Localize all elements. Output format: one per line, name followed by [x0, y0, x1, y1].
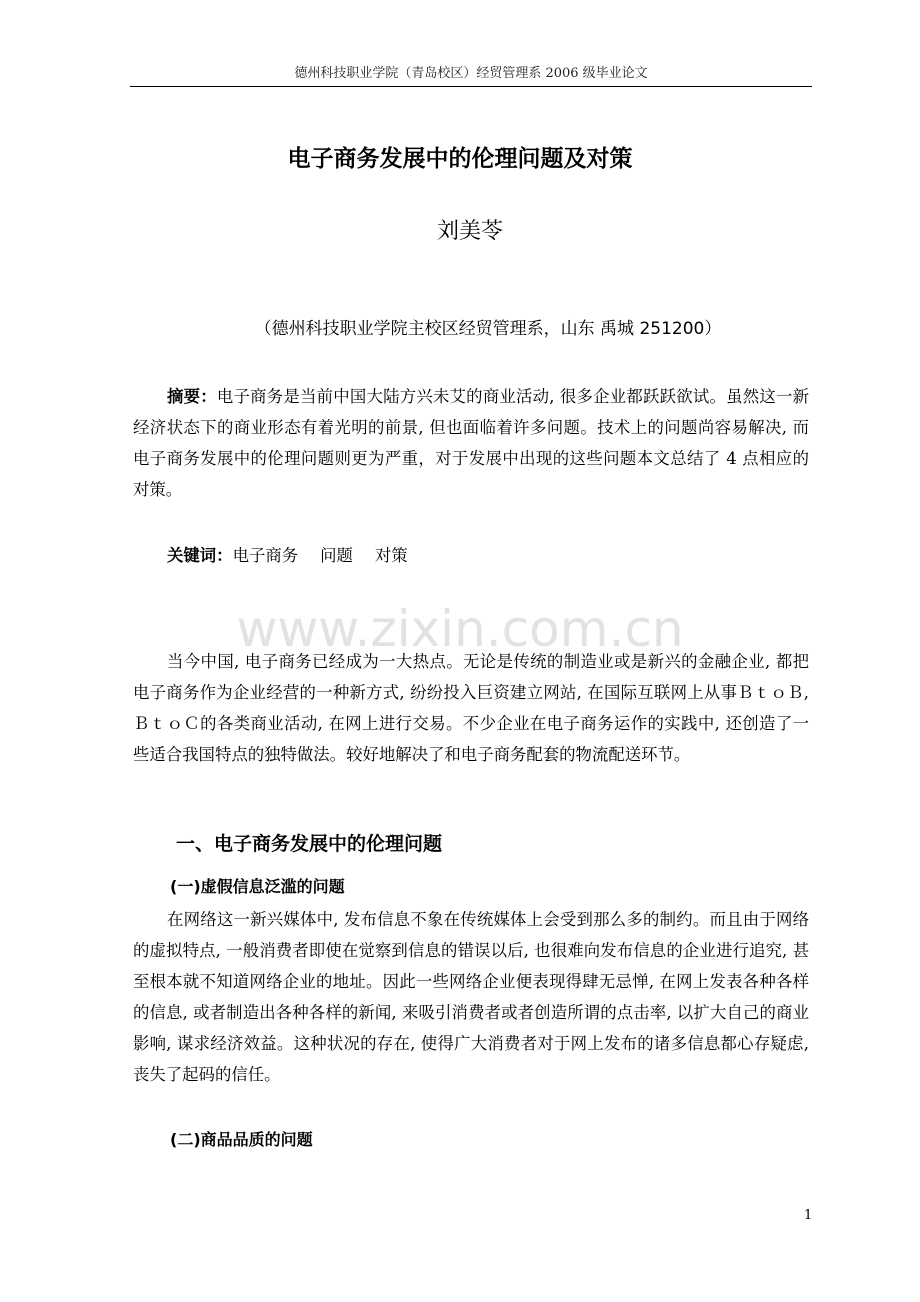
- keyword-item: 对策: [374, 546, 408, 565]
- subsection-heading: (二)商品品质的问题: [170, 1130, 313, 1149]
- author-affiliation: （德州科技职业学院主校区经贸管理系，山东 禹城 251200）: [254, 319, 722, 339]
- keyword-item: 电子商务: [232, 546, 299, 565]
- keywords: [167, 540, 430, 571]
- paper-title: 电子商务发展中的伦理问题及对策: [287, 146, 633, 172]
- keywords-label: 关键词：: [167, 546, 233, 565]
- body-paragraph: 在网络这一新兴媒体中, 发布信息不象在传统媒体上会受到那么多的制约。而且由于网络的虚拟特点, 一般消费者即使在觉察到信息的错误以后, 也很难向发布信息的企业进行追究, 甚至根本就不知道网络企业的地址。因此一些网络企业便表现得肆无忌惮, 在网上发表各种各样的信息, 或者制造出各种各样的新闻, 来吸引消费者或者创造所谓的点击率, 以扩大自己的商业影响, 谋求经济效益。这种状况的存在, 使得广大消费者对于网上发布的诸多信息都心存疑虑, 丧失了起码的信任。: [133, 910, 809, 1084]
- author-name: 刘美苓: [436, 219, 503, 244]
- page-number: 1: [804, 1208, 813, 1223]
- abstract-text: 电子商务是当前中国大陆方兴未艾的商业活动, 很多企业都跃跃欲试。虽然这一新经济状态下的商业形态有着光明的前景, 但也面临着许多问题。技术上的问题尚容易解决, 而电子商务发展中的伦理问题则更为严重，对于发展中出现的这些问题本文总结了 4 点相应的对策。: [133, 387, 810, 499]
- subsection-heading: (一)虚假信息泛滥的问题: [170, 877, 345, 896]
- abstract-label: 摘要：: [167, 387, 217, 406]
- intro-paragraph: 当今中国, 电子商务已经成为一大热点。无论是传统的制造业或是新兴的金融企业, 都把电子商务作为企业经营的一种新方式, 纷纷投入巨资建立网站, 在国际互联网上从事ＢｔｏＢ, ＢｔｏＣ的各类商业活动, 在网上进行交易。不少企业在电子商务运作的实践中, 还创造了一些适合我国特点的独特做法。较好地解决了和电子商务配套的物流配送环节。: [133, 652, 809, 764]
- running-header: 德州科技职业学院（青岛校区）经贸管理系 2006 级毕业论文: [294, 66, 648, 81]
- keyword-item: 问题: [320, 546, 353, 565]
- header-divider: [130, 86, 812, 87]
- watermark: www.zixin.com.cn: [236, 600, 684, 658]
- section-heading: 一、电子商务发展中的伦理问题: [176, 833, 443, 855]
- abstract: [133, 381, 809, 505]
